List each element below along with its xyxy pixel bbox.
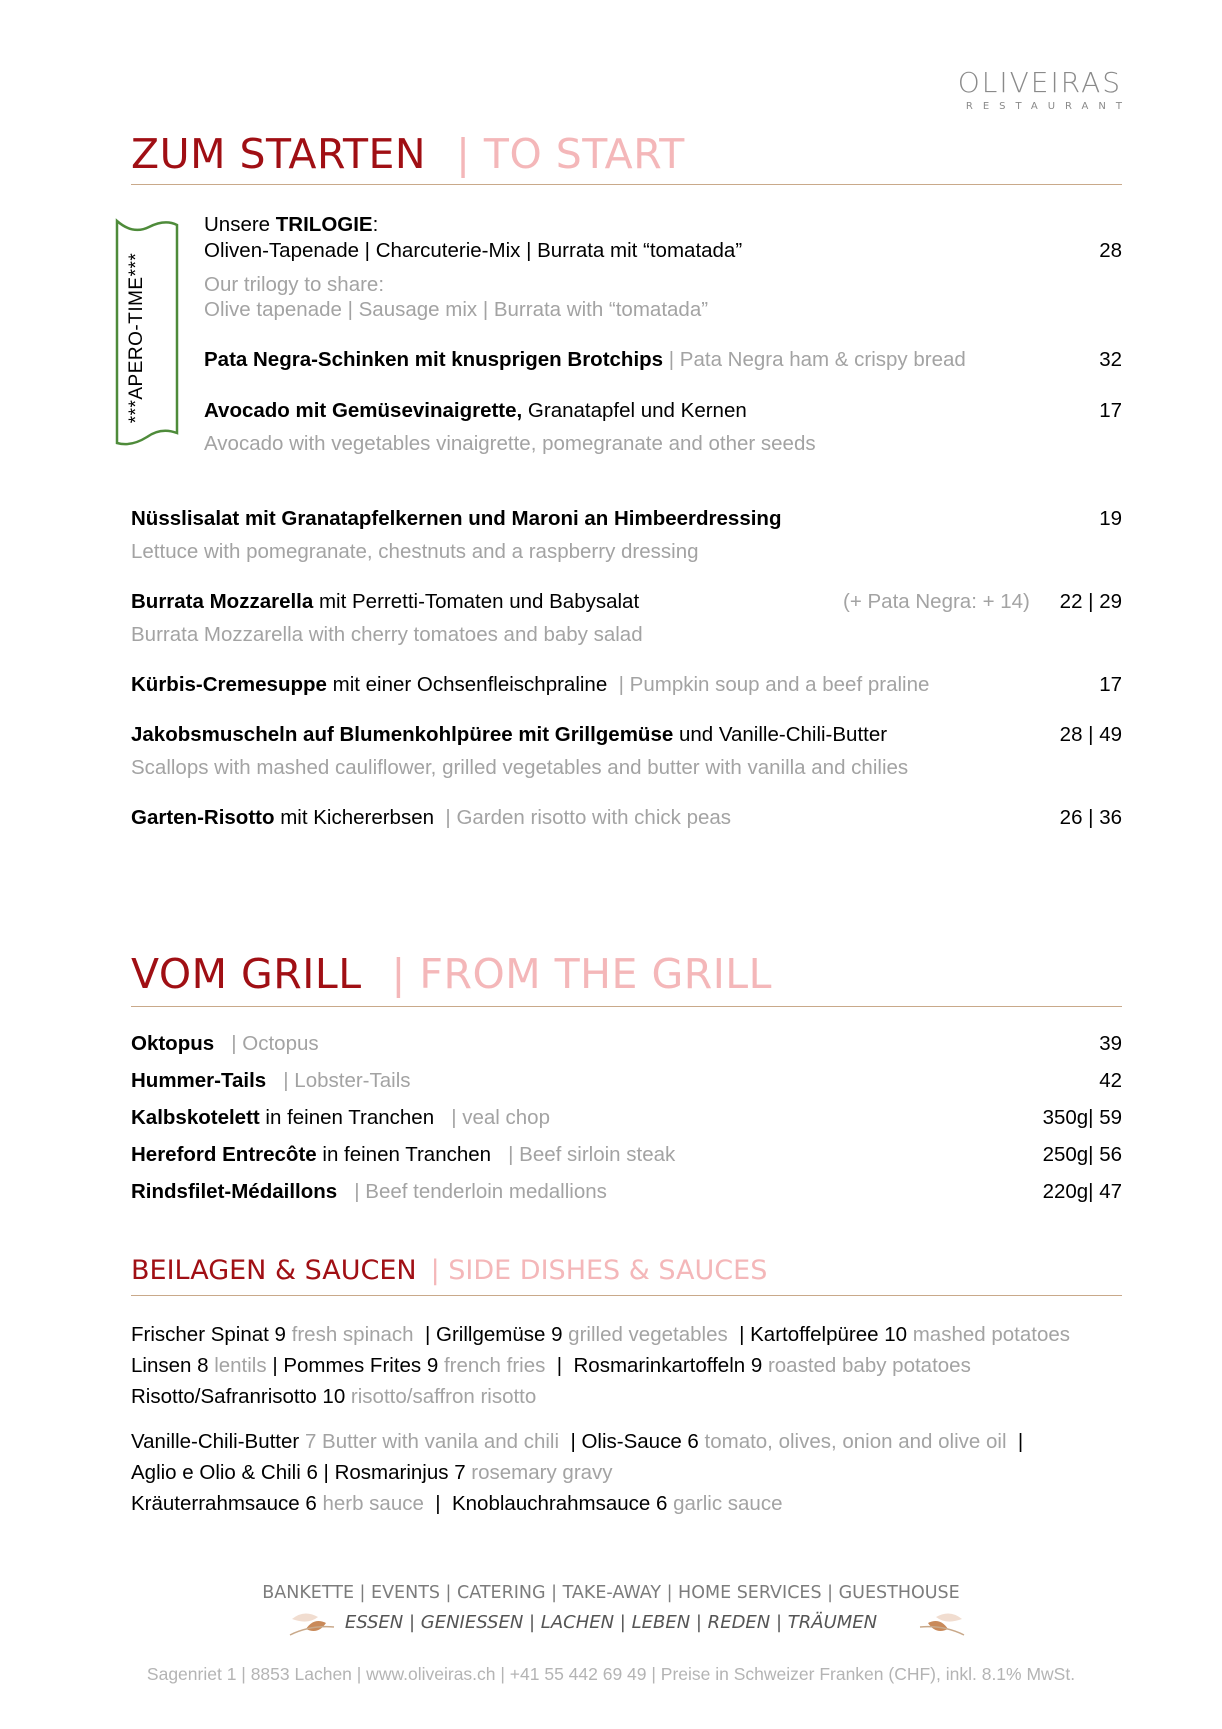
menu-item-grill: Kalbskotelett in feinen Tranchen | veal chop xyxy=(131,1106,550,1129)
sides-line: Frischer Spinat 9 fresh spinach | Grillgemüse 9 grilled vegetables | Kartoffelpüree 10 mashed potatoes xyxy=(131,1323,1071,1346)
section-divider xyxy=(131,1295,1122,1296)
menu-item-price: 19 xyxy=(1099,507,1122,530)
menu-item-burrata-en: Burrata Mozzarella with cherry tomatoes and baby salad xyxy=(131,623,643,646)
section-divider xyxy=(131,184,1122,185)
menu-item-trilogy-en: Olive tapenade | Sausage mix | Burrata with “tomatada” xyxy=(204,298,709,321)
section-title-grill xyxy=(131,950,772,998)
section-title-de: VOM GRILL xyxy=(131,950,362,998)
olive-branch-right-icon xyxy=(916,1605,966,1641)
section-title-sides xyxy=(131,1255,767,1286)
section-title-en: | SIDE DISHES & SAUCES xyxy=(430,1255,768,1286)
menu-item-price: 28 xyxy=(1099,239,1122,262)
menu-item-burrata-extra: (+ Pata Negra: + 14) xyxy=(843,590,1030,613)
menu-item-risotto: Garten-Risotto mit Kichererbsen | Garden risotto with chick peas xyxy=(131,806,732,829)
restaurant-logo xyxy=(957,66,1132,112)
menu-item-grill: Rindsfilet-Médaillons | Beef tenderloin medallions xyxy=(131,1180,607,1203)
menu-item-price: 250g| 56 xyxy=(1042,1143,1122,1166)
menu-item-price: 350g| 59 xyxy=(1042,1106,1122,1129)
sauces-line: Vanille-Chili-Butter 7 Butter with vanila and chili | Olis-Sauce 6 tomato, olives, onion and olive oil | xyxy=(131,1430,1024,1453)
section-title-en: | TO START xyxy=(456,130,685,178)
menu-item-trilogy-title: Unsere TRILOGIE: xyxy=(204,213,379,236)
menu-item-nuesslisalat-en: Lettuce with pomegranate, chestnuts and a raspberry dressing xyxy=(131,540,699,563)
footer-address: Sagenriet 1 | 8853 Lachen | www.oliveiras.ch | +41 55 442 69 49 | Preise in Schweizer Franken (CHF), inkl. 8.1% MwSt. xyxy=(146,1664,1076,1684)
footer-services: BANKETTE | EVENTS | CATERING | TAKE-AWAY | HOME SERVICES | GUESTHOUSE xyxy=(262,1583,960,1603)
menu-item-price: 32 xyxy=(1099,348,1122,371)
footer-tagline: ESSEN | GENIESSEN | LACHEN | LEBEN | REDEN | TRÄUMEN xyxy=(344,1612,878,1633)
menu-item-jakobsmuscheln: Jakobsmuscheln auf Blumenkohlpüree mit Grillgemüse und Vanille-Chili-Butter xyxy=(131,723,888,746)
menu-item-avocado-en: Avocado with vegetables vinaigrette, pomegranate and other seeds xyxy=(204,432,816,455)
menu-item-burrata: Burrata Mozzarella mit Perretti-Tomaten und Babysalat xyxy=(131,590,640,613)
menu-item-price: 42 xyxy=(1099,1069,1122,1092)
menu-item-kuerbis: Kürbis-Cremesuppe mit einer Ochsenfleischpraline | Pumpkin soup and a beef praline xyxy=(131,673,930,696)
menu-item-jakobsmuscheln-en: Scallops with mashed cauliflower, grilled vegetables and butter with vanilla and chilies xyxy=(131,756,909,779)
section-title-de: BEILAGEN & SAUCEN xyxy=(131,1255,417,1286)
logo-subtitle: RESTAURANT xyxy=(965,101,1132,112)
sauces-line: Aglio e Olio & Chili 6 | Rosmarinjus 7 rosemary gravy xyxy=(131,1461,613,1484)
logo-name: OLIVEIRAS xyxy=(957,66,1122,99)
menu-item-grill: Hereford Entrecôte in feinen Tranchen | Beef sirloin steak xyxy=(131,1143,676,1166)
menu-item-price: 26 | 36 xyxy=(1059,806,1122,829)
section-divider xyxy=(131,1006,1122,1007)
sauces-line: Kräuterrahmsauce 6 herb sauce | Knoblauchrahmsauce 6 garlic sauce xyxy=(131,1492,783,1515)
sides-line: Linsen 8 lentils | Pommes Frites 9 french fries | Rosmarinkartoffeln 9 roasted baby potatoes xyxy=(131,1354,971,1377)
menu-item-grill: Hummer-Tails | Lobster-Tails xyxy=(131,1069,411,1092)
menu-item-price: 17 xyxy=(1099,673,1122,696)
apero-label: ***APERO-TIME*** xyxy=(126,252,147,424)
menu-item-price: 220g| 47 xyxy=(1042,1180,1122,1203)
menu-item-price: 28 | 49 xyxy=(1059,723,1122,746)
menu-item-trilogy-de: Oliven-Tapenade | Charcuterie-Mix | Burrata mit “tomatada” xyxy=(204,239,743,262)
menu-item-avocado: Avocado mit Gemüsevinaigrette, Granatapfel und Kernen xyxy=(204,399,747,422)
menu-item-price: 17 xyxy=(1099,399,1122,422)
section-title-de: ZUM STARTEN xyxy=(131,130,427,178)
menu-item-nuesslisalat: Nüsslisalat mit Granatapfelkernen und Maroni an Himbeerdressing xyxy=(131,507,782,530)
menu-item-grill: Oktopus | Octopus xyxy=(131,1032,319,1055)
menu-item-trilogy-en-intro: Our trilogy to share: xyxy=(204,273,385,296)
sides-line: Risotto/Safranrisotto 10 risotto/saffron risotto xyxy=(131,1385,537,1408)
menu-item-pata-negra: Pata Negra-Schinken mit knusprigen Brotchips | Pata Negra ham & crispy bread xyxy=(204,348,966,371)
section-title-starters xyxy=(131,130,685,178)
menu-item-price: 22 | 29 xyxy=(1059,590,1122,613)
section-title-en: | FROM THE GRILL xyxy=(391,950,772,998)
menu-item-price: 39 xyxy=(1099,1032,1122,1055)
